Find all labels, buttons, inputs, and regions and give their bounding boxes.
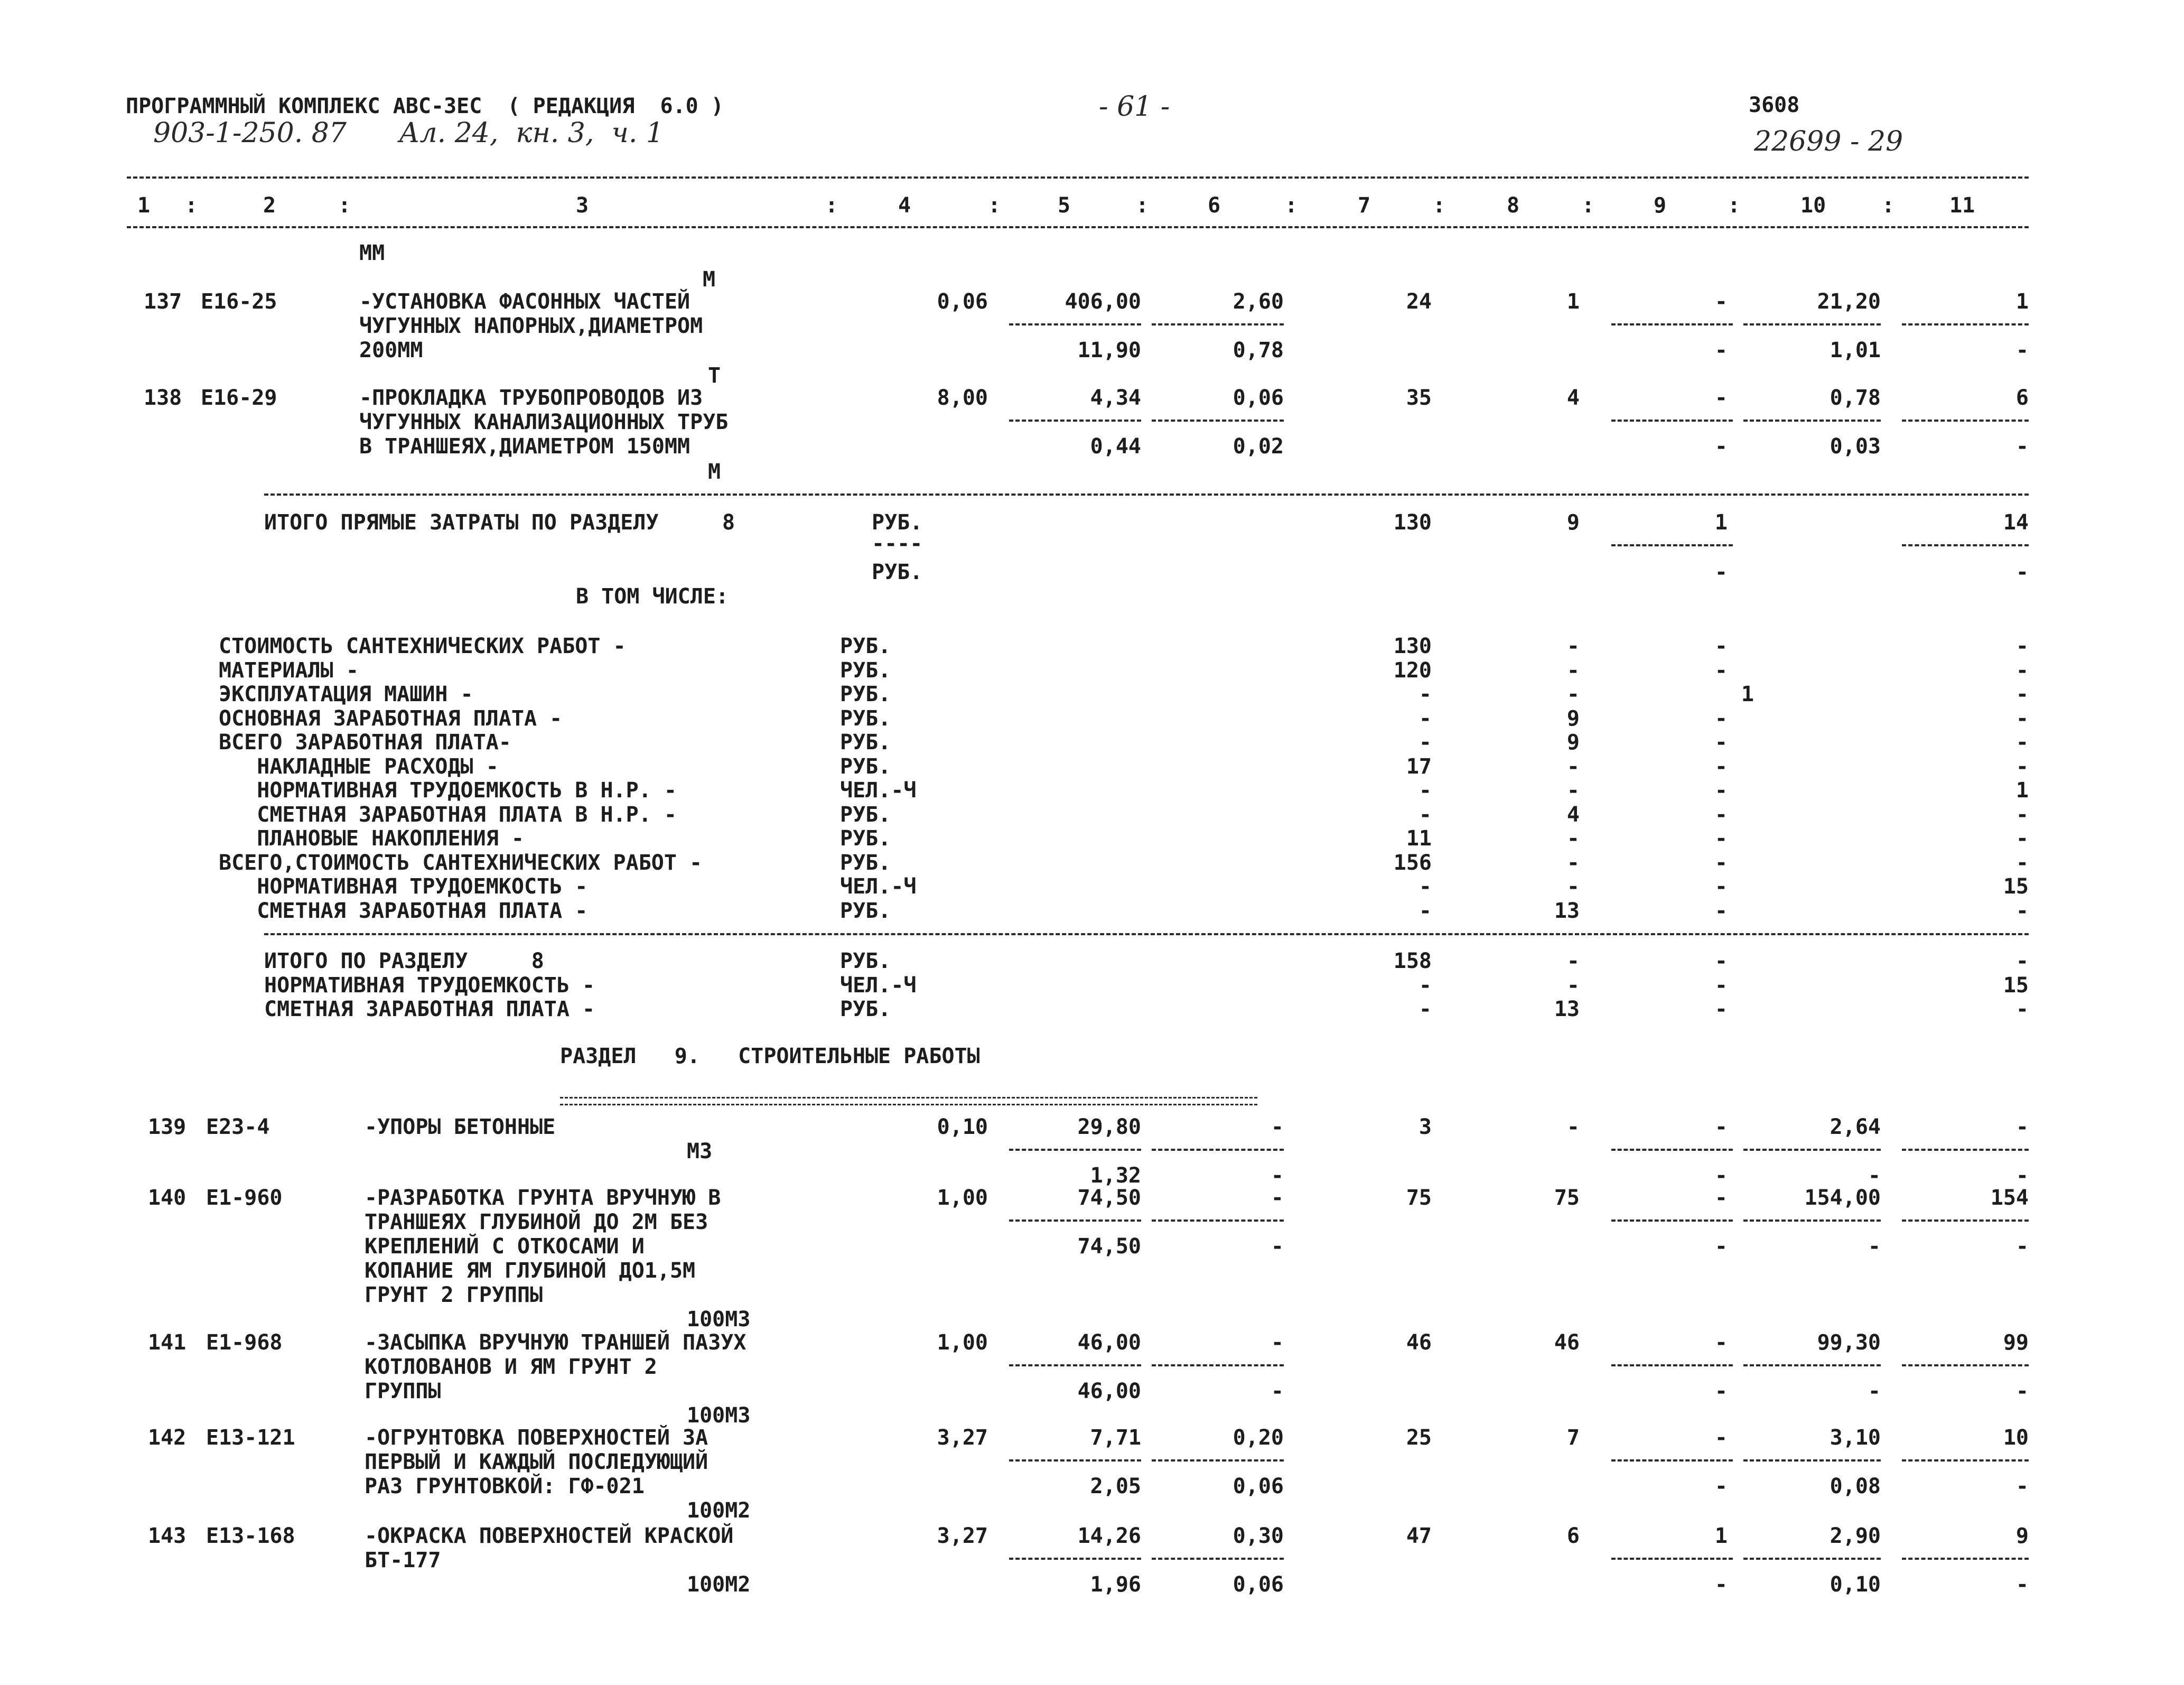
cell-rule — [1743, 1364, 1881, 1366]
cell-col9: - — [1714, 1426, 1728, 1450]
breakdown-unit: РУБ. — [840, 754, 891, 779]
section-total-unit: ЧЕЛ.-Ч — [840, 973, 917, 998]
cell-col8: 7 — [1566, 1426, 1580, 1450]
item-description: ПЕРВЫЙ И КАЖДЫЙ ПОСЛЕДУЮЩИЙ — [365, 1450, 708, 1474]
cell-col11: 1 — [2015, 290, 2029, 314]
total-col9-wage: - — [1714, 560, 1728, 584]
cell-col10-wage: - — [1868, 1379, 1881, 1403]
cell-col6-wage: - — [1271, 1234, 1284, 1259]
breakdown-unit: ЧЕЛ.-Ч — [840, 874, 917, 899]
cell-col6-wage: - — [1271, 1163, 1284, 1188]
cell-rule — [1902, 1149, 2029, 1151]
breakdown-col8: - — [1566, 682, 1580, 706]
cell-col5-wage: 0,44 — [1090, 434, 1141, 459]
unit-label: М3 — [687, 1139, 713, 1163]
unit-label: Т — [708, 364, 721, 388]
cell-col7: 3 — [1418, 1115, 1432, 1139]
cell-col11-wage: - — [2015, 1572, 2029, 1597]
cell-col5: 7,71 — [1090, 1426, 1141, 1450]
section-total-col8: - — [1566, 973, 1580, 998]
section-double-rule — [560, 1097, 1257, 1105]
section-total-unit: РУБ. — [840, 949, 891, 973]
section-title: РАЗДЕЛ 9. СТРОИТЕЛЬНЫЕ РАБОТЫ — [560, 1044, 980, 1068]
breakdown-col8: - — [1566, 658, 1580, 683]
unit-label: 100М3 — [687, 1307, 751, 1332]
cell-qty: 1,00 — [937, 1186, 988, 1210]
cell-rule — [1152, 1558, 1284, 1560]
header-top-rule — [127, 176, 2029, 179]
breakdown-unit: РУБ. — [840, 682, 891, 706]
item-number: 139 — [148, 1115, 186, 1139]
cell-col10: 0,78 — [1830, 386, 1881, 410]
item-description: ЧУГУННЫХ КАНАЛИЗАЦИОННЫХ ТРУБ — [359, 410, 729, 434]
cell-col5-wage: 2,05 — [1090, 1474, 1141, 1498]
cell-rule — [1743, 1149, 1881, 1151]
cell-col8: 4 — [1566, 386, 1580, 410]
cell-col6: - — [1271, 1115, 1284, 1139]
cell-col8: - — [1566, 1115, 1580, 1139]
breakdown-col8: 4 — [1566, 802, 1580, 827]
cell-col10: 99,30 — [1817, 1330, 1881, 1355]
handwritten-reference: 903-1-250. 87 Ал. 24, кн. 3, ч. 1 — [153, 117, 664, 149]
col-num-10: 10 — [1800, 193, 1826, 218]
breakdown-col9: - — [1714, 706, 1728, 731]
breakdown-unit: РУБ. — [840, 730, 891, 755]
breakdown-col11: - — [2015, 706, 2029, 731]
col-num-1: 1 — [137, 193, 151, 218]
item-description: КОТЛОВАНОВ И ЯМ ГРУНТ 2 — [365, 1355, 657, 1379]
cell-col9: - — [1714, 1115, 1728, 1139]
col-num-4: 4 — [898, 193, 911, 218]
breakdown-col11: - — [2015, 634, 2029, 658]
item-description: ТРАНШЕЯХ ГЛУБИНОЙ ДО 2М БЕЗ — [365, 1210, 708, 1234]
cell-rule — [1009, 1558, 1141, 1560]
breakdown-col9: - — [1714, 826, 1728, 851]
breakdown-col7: - — [1418, 874, 1432, 899]
breakdown-col9: - — [1714, 778, 1728, 803]
cell-col11: - — [2015, 1115, 2029, 1139]
cell-col11-wage: - — [2015, 1474, 2029, 1498]
cell-col6: 0,20 — [1233, 1426, 1284, 1450]
col-num-9: 9 — [1654, 193, 1667, 218]
cell-col9-wage: - — [1714, 1163, 1728, 1188]
cell-rule — [1152, 1364, 1284, 1366]
breakdown-col11: - — [2015, 850, 2029, 875]
total-col7: 130 — [1393, 510, 1432, 535]
cell-col9: 1 — [1714, 1524, 1728, 1548]
item-description: -ОГРУНТОВКА ПОВЕРХНОСТЕЙ ЗА — [365, 1426, 708, 1450]
cell-col9: - — [1714, 1330, 1728, 1355]
cell-col7: 75 — [1406, 1186, 1432, 1210]
breakdown-col9: - — [1714, 658, 1728, 683]
section-total-col8: 13 — [1554, 997, 1580, 1021]
breakdown-col8: - — [1566, 826, 1580, 851]
breakdown-unit: РУБ. — [840, 634, 891, 658]
item-code: Е13-168 — [206, 1524, 295, 1548]
cell-col10-wage: - — [1868, 1163, 1881, 1188]
col-num-3: 3 — [576, 193, 589, 218]
breakdown-col9: - — [1714, 730, 1728, 755]
estimate-sheet: ПРОГРАММНЫЙ КОМПЛЕКС АВС-3ЕС ( РЕДАКЦИЯ 6.0 ) - 61 - 3608 903-1-250. 87 Ал. 24, кн. 3, ч. 1 22699 - 29 1 : 2 : 3 : 4 : 5 : 6 : 7 : 8 : 9 : 10 : 11 ММ М 137 Е16-25 -УСТАНОВКА ФАСОННЫХ ЧАСТЕЙ ЧУГУННЫХ НАПОРНЫХ,ДИАМЕТРОМ 200ММ 0,06 406,00 2,60 24 1 - 21,20 1 11,90 0,78 - 1,01 - Т 138 Е16-29 -ПРОКЛАДКА ТРУБОПРОВОДОВ ИЗ ЧУГУННЫХ КАНАЛИЗАЦИОННЫХ ТРУБ В ТРАНШЕЯХ,ДИАМЕТРОМ 150ММ 8,00 4,34 0,06 35 4 - 0,78 6 0,44 0,02 - 0,03 - М ИТОГО ПРЯМЫЕ ЗАТРАТЫ ПО РАЗДЕЛУ 8 РУБ. 130 9 1 14 ---- РУБ. - - В ТОМ ЧИСЛЕ: СТОИМОСТЬ САНТЕХНИЧЕСКИХ РАБОТ - РУБ. 130 - - - МАТЕРИАЛЫ - РУБ. 120 - - - ЭКСПЛУАТАЦИЯ МАШИН - РУБ. - - 1 - ОСНОВНАЯ ЗАРАБОТНАЯ ПЛАТА - РУБ. - 9 - - ВСЕГО ЗАРАБОТНАЯ ПЛАТА- РУБ. - 9 - - НАКЛАДНЫЕ РАСХОДЫ - РУБ. 17 - - - НОРМАТИВНАЯ ТРУДОЕМКОСТЬ В Н.Р. - ЧЕЛ.-Ч - - - 1 СМЕТНАЯ ЗАРАБОТНАЯ ПЛАТА В Н.Р. - РУБ. - 4 - - ПЛАНОВЫЕ НАКОПЛЕНИЯ - РУБ. 11 - - - ВСЕГО,СТОИМОСТЬ САНТЕХНИЧЕСКИХ РАБОТ - РУБ. 156 - - - НОРМАТИВНАЯ ТРУДОЕМКОСТЬ - ЧЕЛ.-Ч - - - 15 СМЕТНАЯ ЗАРАБОТНАЯ ПЛАТА - РУБ. - 13 - - ИТОГО ПО РАЗДЕЛУ 8 РУБ. 158 - - - НОРМАТИВНАЯ ТРУДОЕМКОСТЬ - ЧЕЛ.-Ч - - - 15 СМЕТНАЯ ЗАРАБОТНАЯ ПЛАТА - РУБ. - 13 - - РАЗДЕЛ 9. СТРОИТЕЛЬНЫЕ РАБОТЫ 139 Е23-4 -УПОРЫ БЕТОННЫЕ 0,10 29,80 - 3 - - 2,64 - 1,32 - - - - М3 140 Е1-960 -РАЗРАБОТКА ГРУНТА ВРУЧНУЮ В ТРАНШЕЯХ ГЛУБИНОЙ ДО 2М БЕЗ КРЕПЛЕНИЙ С ОТКОСАМИ И КОПАНИЕ ЯМ ГЛУБИНОЙ ДО1,5М ГРУНТ 2 ГРУППЫ 1,00 74,50 - 75 75 - 154,00 154 74,50 - - - - 100М3 141 Е1-968 -ЗАСЫПКА ВРУЧНУЮ ТРАНШЕЙ ПАЗУХ КОТЛОВАНОВ И ЯМ ГРУНТ 2 ГРУППЫ 1,00 46,00 - 46 46 - 99,30 99 46,00 - - - - 100М3 142 Е13-121 -ОГРУНТОВКА ПОВЕРХНОСТЕЙ ЗА ПЕРВЫЙ И КАЖДЫЙ ПОСЛЕДУЮЩИЙ РАЗ ГРУНТОВКОЙ: ГФ-021 3,27 7,71 0,20 25 7 - 3,10 10 2,05 0,06 - 0,08 - 100М2 143 Е13-168 -ОКРАСКА ПОВЕРХНОСТЕЙ КРАСКОЙ БТ-177 3,27 14,26 0,30 47 6 1 2,90 9 1,96 0,06 - 0,10 - 100М2 — [126, 91, 2029, 1597]
cell-col5: 406,00 — [1065, 290, 1141, 314]
section-total-col8: - — [1566, 949, 1580, 973]
cell-col5-wage: 1,32 — [1090, 1163, 1141, 1188]
section-total-col11: 15 — [2003, 973, 2029, 998]
col-num-5: 5 — [1058, 193, 1071, 218]
section-total-col9: - — [1714, 973, 1728, 998]
breakdown-col9: - — [1714, 874, 1728, 899]
cell-col8: 1 — [1566, 290, 1580, 314]
breakdown-col11: - — [2015, 802, 2029, 827]
cell-col9: - — [1714, 290, 1728, 314]
breakdown-unit: РУБ. — [840, 706, 891, 731]
unit-label: ММ — [359, 241, 385, 265]
cell-rule — [1009, 1219, 1141, 1222]
cell-rule — [1152, 1459, 1284, 1461]
item-description: -ПРОКЛАДКА ТРУБОПРОВОДОВ ИЗ — [359, 386, 703, 410]
cell-col6-wage: - — [1271, 1379, 1284, 1403]
cell-col11: 10 — [2003, 1426, 2029, 1450]
section-total-label: ИТОГО ПО РАЗДЕЛУ 8 — [264, 949, 544, 973]
cell-col5-wage: 46,00 — [1077, 1379, 1141, 1403]
cell-qty: 3,27 — [937, 1524, 988, 1548]
cell-col6: 0,30 — [1233, 1524, 1284, 1548]
cell-col6-wage: 0,78 — [1233, 338, 1284, 362]
totals-rule — [264, 494, 2029, 496]
item-number: 143 — [148, 1524, 186, 1548]
cell-col5: 29,80 — [1077, 1115, 1141, 1139]
breakdown-col11: - — [2015, 658, 2029, 683]
item-code: Е1-968 — [206, 1330, 283, 1355]
cell-col11: 154 — [1990, 1186, 2029, 1210]
section-total-rule — [264, 933, 2029, 935]
cell-col8: 75 — [1554, 1186, 1580, 1210]
item-code: Е16-29 — [201, 386, 277, 410]
section-total-col7: - — [1418, 973, 1432, 998]
cell-col6-wage: 0,06 — [1233, 1572, 1284, 1597]
item-description: -ЗАСЫПКА ВРУЧНУЮ ТРАНШЕЙ ПАЗУХ — [365, 1330, 746, 1355]
item-code: Е13-121 — [206, 1426, 295, 1450]
cell-col9-wage: - — [1714, 1572, 1728, 1597]
item-description: -ОКРАСКА ПОВЕРХНОСТЕЙ КРАСКОЙ — [365, 1524, 734, 1548]
section-total-col11: - — [2015, 997, 2029, 1021]
breakdown-col7: 156 — [1393, 850, 1432, 875]
breakdown-col9: - — [1714, 634, 1728, 658]
unit-label: 100М2 — [687, 1498, 751, 1523]
breakdown-col7: - — [1418, 682, 1432, 706]
cell-col9: - — [1714, 386, 1728, 410]
breakdown-col9: - — [1714, 898, 1728, 923]
breakdown-unit: РУБ. — [840, 802, 891, 827]
sheet-code: 3608 — [1749, 93, 1800, 117]
cell-col10: 3,10 — [1830, 1426, 1881, 1450]
breakdown-col11: - — [2015, 826, 2029, 851]
cell-rule — [1009, 1149, 1141, 1151]
cell-qty: 8,00 — [937, 386, 988, 410]
breakdown-col8: 13 — [1554, 898, 1580, 923]
item-code: Е23-4 — [206, 1115, 270, 1139]
cell-col9-wage: - — [1714, 434, 1728, 459]
item-description: 200ММ — [359, 338, 423, 362]
breakdown-col7: 17 — [1406, 754, 1432, 779]
cell-col5: 46,00 — [1077, 1330, 1141, 1355]
breakdown-col7: 120 — [1393, 658, 1432, 683]
breakdown-label: ВСЕГО ЗАРАБОТНАЯ ПЛАТА- — [219, 730, 511, 755]
unit-label: 100М3 — [687, 1403, 751, 1428]
unit-label: 100М2 — [687, 1572, 751, 1597]
item-description: -УСТАНОВКА ФАСОННЫХ ЧАСТЕЙ — [359, 290, 690, 314]
breakdown-col11: 15 — [2003, 874, 2029, 899]
cell-rule — [1611, 1219, 1733, 1222]
section-total-col7: - — [1418, 997, 1432, 1021]
breakdown-label: ВСЕГО,СТОИМОСТЬ САНТЕХНИЧЕСКИХ РАБОТ - — [219, 850, 703, 875]
cell-qty: 0,10 — [937, 1115, 988, 1139]
item-description: ГРУППЫ — [365, 1379, 441, 1403]
breakdown-col8: - — [1566, 874, 1580, 899]
breakdown-label: СТОИМОСТЬ САНТЕХНИЧЕСКИХ РАБОТ - — [219, 634, 626, 658]
cell-rule — [1902, 1364, 2029, 1366]
cell-col11-wage: - — [2015, 1379, 2029, 1403]
cell-col10-wage: 0,03 — [1830, 434, 1881, 459]
cell-col5-wage: 1,96 — [1090, 1572, 1141, 1597]
cell-col5-wage: 11,90 — [1077, 338, 1141, 362]
cell-col11-wage: - — [2015, 1234, 2029, 1259]
breakdown-unit: РУБ. — [840, 898, 891, 923]
breakdown-col11: - — [2015, 682, 2029, 706]
cell-rule — [1902, 1219, 2029, 1222]
col-num-6: 6 — [1208, 193, 1221, 218]
breakdown-col7: - — [1418, 898, 1432, 923]
breakdown-col11: - — [2015, 898, 2029, 923]
cell-col7: 46 — [1406, 1330, 1432, 1355]
cell-col9-wage: - — [1714, 1474, 1728, 1498]
breakdown-label: ПЛАНОВЫЕ НАКОПЛЕНИЯ - — [219, 826, 524, 851]
cell-col6: 2,60 — [1233, 290, 1284, 314]
total-label: ИТОГО ПРЯМЫЕ ЗАТРАТЫ ПО РАЗДЕЛУ 8 — [264, 510, 735, 535]
cell-rule — [1902, 1459, 2029, 1461]
breakdown-unit: РУБ. — [840, 658, 891, 683]
cell-rule — [1152, 1149, 1284, 1151]
section-total-col11: - — [2015, 949, 2029, 973]
cell-col10: 2,64 — [1830, 1115, 1881, 1139]
cell-col10-wage: 1,01 — [1830, 338, 1881, 362]
breakdown-col11: 1 — [2015, 778, 2029, 803]
cell-col5: 4,34 — [1090, 386, 1141, 410]
program-header: ПРОГРАММНЫЙ КОМПЛЕКС АВС-3ЕС ( РЕДАКЦИЯ 6.0 ) — [126, 94, 724, 118]
item-number: 140 — [148, 1186, 186, 1210]
cell-rule — [1611, 1459, 1733, 1461]
section-total-label: НОРМАТИВНАЯ ТРУДОЕМКОСТЬ - — [264, 973, 595, 998]
cell-col8: 6 — [1566, 1524, 1580, 1548]
cell-col6: 0,06 — [1233, 386, 1284, 410]
cell-col6: - — [1271, 1186, 1284, 1210]
cell-col9-wage: - — [1714, 338, 1728, 362]
item-description: БТ-177 — [365, 1548, 441, 1572]
cell-rule — [1902, 1558, 2029, 1560]
total-col9: 1 — [1714, 510, 1728, 535]
col-num-2: 2 — [263, 193, 276, 218]
breakdown-col9: - — [1714, 850, 1728, 875]
breakdown-label: ЭКСПЛУАТАЦИЯ МАШИН - — [219, 682, 473, 706]
cell-col11: 6 — [2015, 386, 2029, 410]
item-number: 142 — [148, 1426, 186, 1450]
cell-rule — [1743, 1219, 1881, 1222]
breakdown-col10: 1 — [1741, 682, 1754, 706]
item-number: 138 — [144, 386, 182, 410]
item-description: КОПАНИЕ ЯМ ГЛУБИНОЙ ДО1,5М — [365, 1259, 696, 1283]
cell-col5: 74,50 — [1077, 1186, 1141, 1210]
total-col8: 9 — [1566, 510, 1580, 535]
breakdown-label: НОРМАТИВНАЯ ТРУДОЕМКОСТЬ - — [219, 874, 588, 899]
cell-rule — [1611, 1364, 1733, 1366]
cell-qty: 3,27 — [937, 1426, 988, 1450]
breakdown-col8: - — [1566, 634, 1580, 658]
cell-col9-wage: - — [1714, 1234, 1728, 1259]
cell-col9: - — [1714, 1186, 1728, 1210]
item-description: В ТРАНШЕЯХ,ДИАМЕТРОМ 150ММ — [359, 434, 690, 459]
cell-col5: 14,26 — [1077, 1524, 1141, 1548]
item-number: 141 — [148, 1330, 186, 1355]
breakdown-col8: - — [1566, 778, 1580, 803]
cell-col5-wage: 74,50 — [1077, 1234, 1141, 1259]
cell-col9-wage: - — [1714, 1379, 1728, 1403]
breakdown-label: НОРМАТИВНАЯ ТРУДОЕМКОСТЬ В Н.Р. - — [219, 778, 677, 803]
total-unit: РУБ. — [872, 510, 923, 535]
breakdown-col7: - — [1418, 778, 1432, 803]
cell-col10: 2,90 — [1830, 1524, 1881, 1548]
item-description: -РАЗРАБОТКА ГРУНТА ВРУЧНУЮ В — [365, 1186, 721, 1210]
cell-col11-wage: - — [2015, 1163, 2029, 1188]
cell-rule — [1743, 1558, 1881, 1560]
breakdown-col7: - — [1418, 802, 1432, 827]
item-description: ГРУНТ 2 ГРУППЫ — [365, 1283, 543, 1307]
cell-col11: 99 — [2003, 1330, 2029, 1355]
cell-col11: 9 — [2015, 1524, 2029, 1548]
col-num-8: 8 — [1507, 193, 1520, 218]
breakdown-col7: 11 — [1406, 826, 1432, 851]
item-description: КРЕПЛЕНИЙ С ОТКОСАМИ И — [365, 1234, 645, 1259]
breakdown-col9: - — [1714, 754, 1728, 779]
col-num-7: 7 — [1358, 193, 1371, 218]
unit-dashes: ---- — [872, 532, 923, 556]
cell-col6-wage: 0,06 — [1233, 1474, 1284, 1498]
item-description: РАЗ ГРУНТОВКОЙ: ГФ-021 — [365, 1474, 645, 1498]
cell-rule — [1009, 1459, 1141, 1461]
cell-col10-wage: 0,10 — [1830, 1572, 1881, 1597]
unit-label: М — [708, 460, 721, 484]
cell-qty: 0,06 — [937, 290, 988, 314]
breakdown-col9: - — [1714, 802, 1728, 827]
cell-col10: 21,20 — [1817, 290, 1881, 314]
cell-col7: 25 — [1406, 1426, 1432, 1450]
item-code: Е1-960 — [206, 1186, 283, 1210]
handwritten-number: 22699 - 29 — [1754, 126, 1903, 157]
total-col11-wage: - — [2015, 560, 2029, 584]
cell-col6-wage: 0,02 — [1233, 434, 1284, 459]
cell-col7: 47 — [1406, 1524, 1432, 1548]
cell-rule — [1009, 1364, 1141, 1366]
breakdown-unit: ЧЕЛ.-Ч — [840, 778, 917, 803]
total-col11: 14 — [2003, 510, 2029, 535]
section-total-col9: - — [1714, 949, 1728, 973]
cell-rule — [1743, 1459, 1881, 1461]
header-bottom-rule — [127, 226, 2029, 228]
cell-col7: 35 — [1406, 386, 1432, 410]
cell-col10: 154,00 — [1804, 1186, 1881, 1210]
breakdown-label: СМЕТНАЯ ЗАРАБОТНАЯ ПЛАТА - — [219, 898, 588, 923]
cell-col7: 24 — [1406, 290, 1432, 314]
cell-rule — [1611, 1558, 1733, 1560]
breakdown-label: МАТЕРИАЛЫ - — [219, 658, 359, 683]
cell-col11-wage: - — [2015, 434, 2029, 459]
total-unit-2: РУБ. — [872, 560, 923, 584]
breakdown-label: СМЕТНАЯ ЗАРАБОТНАЯ ПЛАТА В Н.Р. - — [219, 802, 677, 827]
breakdown-col8: - — [1566, 754, 1580, 779]
section-total-label: СМЕТНАЯ ЗАРАБОТНАЯ ПЛАТА - — [264, 997, 595, 1021]
including-heading: В ТОМ ЧИСЛЕ: — [576, 584, 729, 609]
cell-col6: - — [1271, 1330, 1284, 1355]
breakdown-col11: - — [2015, 730, 2029, 755]
item-description: -УПОРЫ БЕТОННЫЕ — [365, 1115, 556, 1139]
cell-rule — [1611, 1149, 1733, 1151]
cell-col10-wage: 0,08 — [1830, 1474, 1881, 1498]
page-number: - 61 - — [1099, 91, 1170, 123]
breakdown-col8: - — [1566, 850, 1580, 875]
col-num-11: 11 — [1949, 193, 1975, 218]
breakdown-col8: 9 — [1566, 706, 1580, 731]
unit-label: М — [703, 267, 716, 292]
breakdown-col11: - — [2015, 754, 2029, 779]
breakdown-col7: - — [1418, 730, 1432, 755]
breakdown-unit: РУБ. — [840, 826, 891, 851]
section-total-col7: 158 — [1393, 949, 1432, 973]
breakdown-unit: РУБ. — [840, 850, 891, 875]
cell-col8: 46 — [1554, 1330, 1580, 1355]
cell-col11-wage: - — [2015, 338, 2029, 362]
cell-rule — [1152, 1219, 1284, 1222]
breakdown-col8: 9 — [1566, 730, 1580, 755]
breakdown-col7: - — [1418, 706, 1432, 731]
item-code: Е16-25 — [201, 290, 277, 314]
section-total-unit: РУБ. — [840, 997, 891, 1021]
item-number: 137 — [144, 290, 182, 314]
item-description: ЧУГУННЫХ НАПОРНЫХ,ДИАМЕТРОМ — [359, 314, 703, 338]
cell-qty: 1,00 — [937, 1330, 988, 1355]
breakdown-col7: 130 — [1393, 634, 1432, 658]
section-total-col9: - — [1714, 997, 1728, 1021]
breakdown-label: НАКЛАДНЫЕ РАСХОДЫ - — [219, 754, 499, 779]
cell-col10-wage: - — [1868, 1234, 1881, 1259]
breakdown-label: ОСНОВНАЯ ЗАРАБОТНАЯ ПЛАТА - — [219, 706, 563, 731]
